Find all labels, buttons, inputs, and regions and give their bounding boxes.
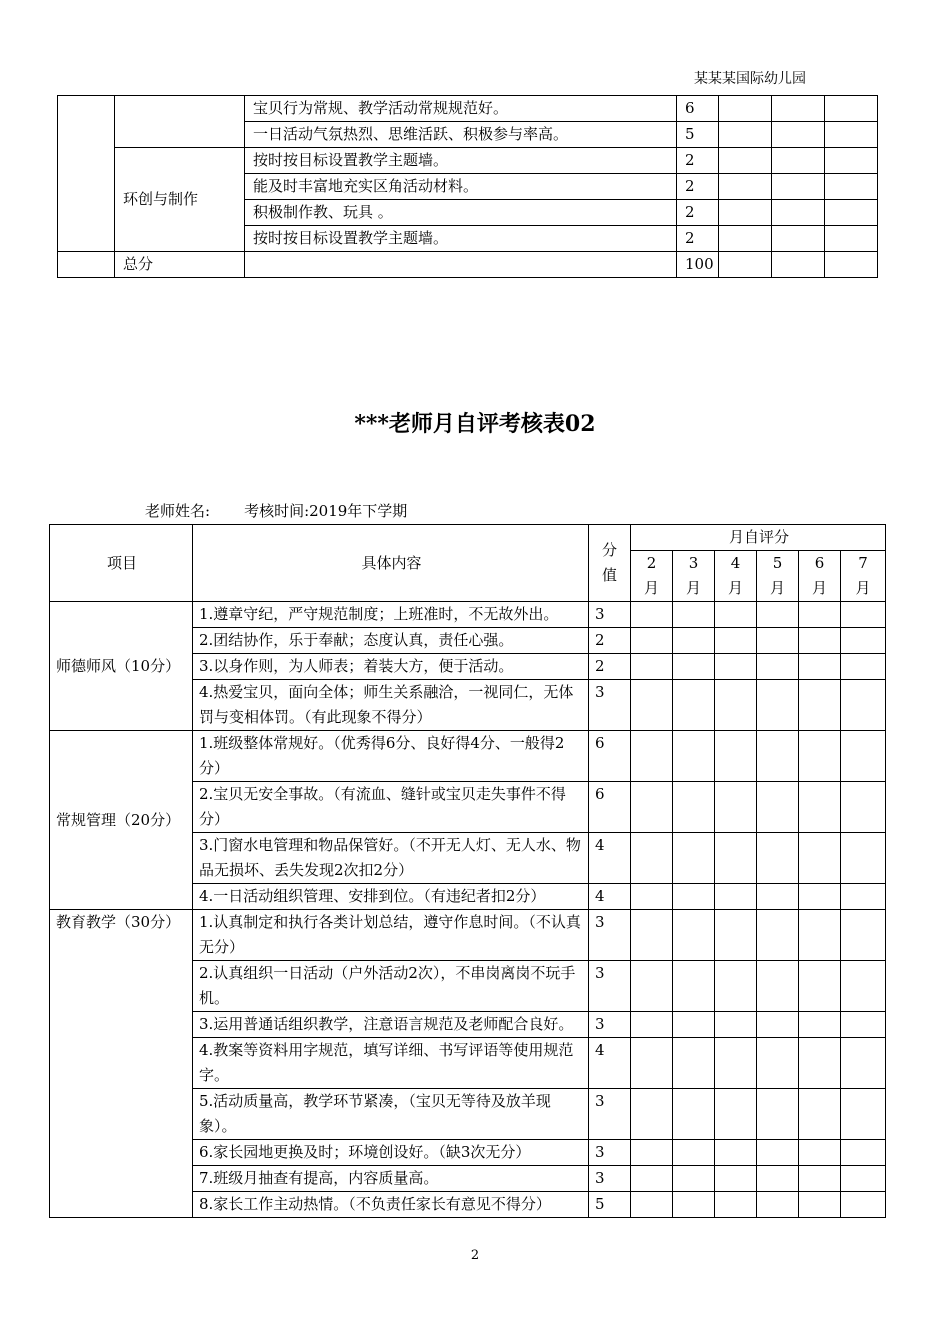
row-score: 2 — [677, 148, 719, 174]
header-month: 2月 — [631, 551, 673, 602]
total-label: 总分 — [115, 252, 245, 278]
row-content: 积极制作教、玩具 。 — [245, 200, 677, 226]
row-score: 3 — [589, 1140, 631, 1166]
row-score: 3 — [589, 1166, 631, 1192]
row-score: 3 — [589, 1012, 631, 1038]
header-month: 5月 — [757, 551, 799, 602]
row-score: 5 — [589, 1192, 631, 1218]
row-score: 4 — [589, 1038, 631, 1089]
row-score: 4 — [589, 833, 631, 884]
row-content: 2.团结协作，乐于奉献；态度认真，责任心强。 — [193, 628, 589, 654]
header-org: 某某某国际幼儿园 — [694, 71, 806, 87]
header-month: 6月 — [799, 551, 841, 602]
section-label: 教育教学（30分） — [50, 910, 193, 1218]
row-content: 3.门窗水电管理和物品保管好。（不开无人灯、无人水、物品无损坏、丢失发现2次扣2分） — [193, 833, 589, 884]
row-content: 按时按目标设置教学主题墙。 — [245, 148, 677, 174]
header-month: 4月 — [715, 551, 757, 602]
header-row — [50, 525, 886, 551]
table-row — [58, 96, 878, 122]
row-content: 1.遵章守纪，严守规范制度；上班准时，不无故外出。 — [193, 602, 589, 628]
row-content: 一日活动气氛热烈、思维活跃、积极参与率高。 — [245, 122, 677, 148]
row-content: 4.教案等资料用字规范，填写详细、书写评语等使用规范字。 — [193, 1038, 589, 1089]
row-score: 3 — [589, 680, 631, 731]
row-content: 7.班级月抽查有提高，内容质量高。 — [193, 1166, 589, 1192]
row-content: 能及时丰富地充实区角活动材料。 — [245, 174, 677, 200]
table-row — [50, 910, 886, 961]
row-content: 1.认真制定和执行各类计划总结，遵守作息时间。（不认真无分） — [193, 910, 589, 961]
page-title: ***老师月自评考核表02 — [354, 411, 596, 437]
assessment-time: 考核时间:2019年下学期 — [244, 502, 408, 520]
header-monthly: 月自评分 — [631, 525, 886, 551]
row-score: 2 — [677, 174, 719, 200]
page-number: 2 — [470, 1248, 480, 1263]
section-label: 环创与制作 — [115, 148, 245, 252]
row-score: 2 — [589, 654, 631, 680]
row-content: 2.认真组织一日活动（户外活动2次），不串岗离岗不玩手机。 — [193, 961, 589, 1012]
header-month: 7月 — [841, 551, 886, 602]
header-score: 分值 — [589, 525, 631, 602]
row-content: 2.宝贝无安全事故。（有流血、缝针或宝贝走失事件不得分） — [193, 782, 589, 833]
section-label: 常规管理（20分） — [50, 731, 193, 910]
row-score: 2 — [677, 226, 719, 252]
row-content: 5.活动质量高，教学环节紧凑，（宝贝无等待及放羊现象）。 — [193, 1089, 589, 1140]
row-score: 3 — [589, 1089, 631, 1140]
assessment-table — [49, 524, 886, 1218]
row-content: 4.热爱宝贝，面向全体；师生关系融洽，一视同仁，无体罚与变相体罚。（有此现象不得分） — [193, 680, 589, 731]
row-score: 4 — [589, 884, 631, 910]
table-row — [58, 148, 878, 174]
row-score: 3 — [589, 961, 631, 1012]
table-row — [50, 731, 886, 782]
row-content: 宝贝行为常规、教学活动常规规范好。 — [245, 96, 677, 122]
table-continued — [57, 95, 878, 278]
row-score: 3 — [589, 910, 631, 961]
section-label: 师德师风（10分） — [50, 602, 193, 731]
row-score: 3 — [589, 602, 631, 628]
row-content: 1.班级整体常规好。（优秀得6分、良好得4分、一般得2分） — [193, 731, 589, 782]
total-score: 100 — [677, 252, 719, 278]
total-row — [58, 252, 878, 278]
row-content: 3.以身作则，为人师表；着装大方，便于活动。 — [193, 654, 589, 680]
table-row — [50, 602, 886, 628]
row-content: 8.家长工作主动热情。（不负责任家长有意见不得分） — [193, 1192, 589, 1218]
row-score: 6 — [589, 782, 631, 833]
header-month: 3月 — [673, 551, 715, 602]
header-content: 具体内容 — [193, 525, 589, 602]
form-meta — [145, 500, 441, 521]
row-score: 6 — [589, 731, 631, 782]
row-content: 3.运用普通话组织教学，注意语言规范及老师配合良好。 — [193, 1012, 589, 1038]
header-item: 项目 — [50, 525, 193, 602]
row-content: 按时按目标设置教学主题墙。 — [245, 226, 677, 252]
teacher-name-label: 老师姓名: — [145, 502, 211, 520]
row-score: 2 — [589, 628, 631, 654]
row-score: 5 — [677, 122, 719, 148]
row-score: 6 — [677, 96, 719, 122]
row-score: 2 — [677, 200, 719, 226]
row-content: 4.一日活动组织管理、安排到位。（有违纪者扣2分） — [193, 884, 589, 910]
row-content: 6.家长园地更换及时；环境创设好。（缺3次无分） — [193, 1140, 589, 1166]
